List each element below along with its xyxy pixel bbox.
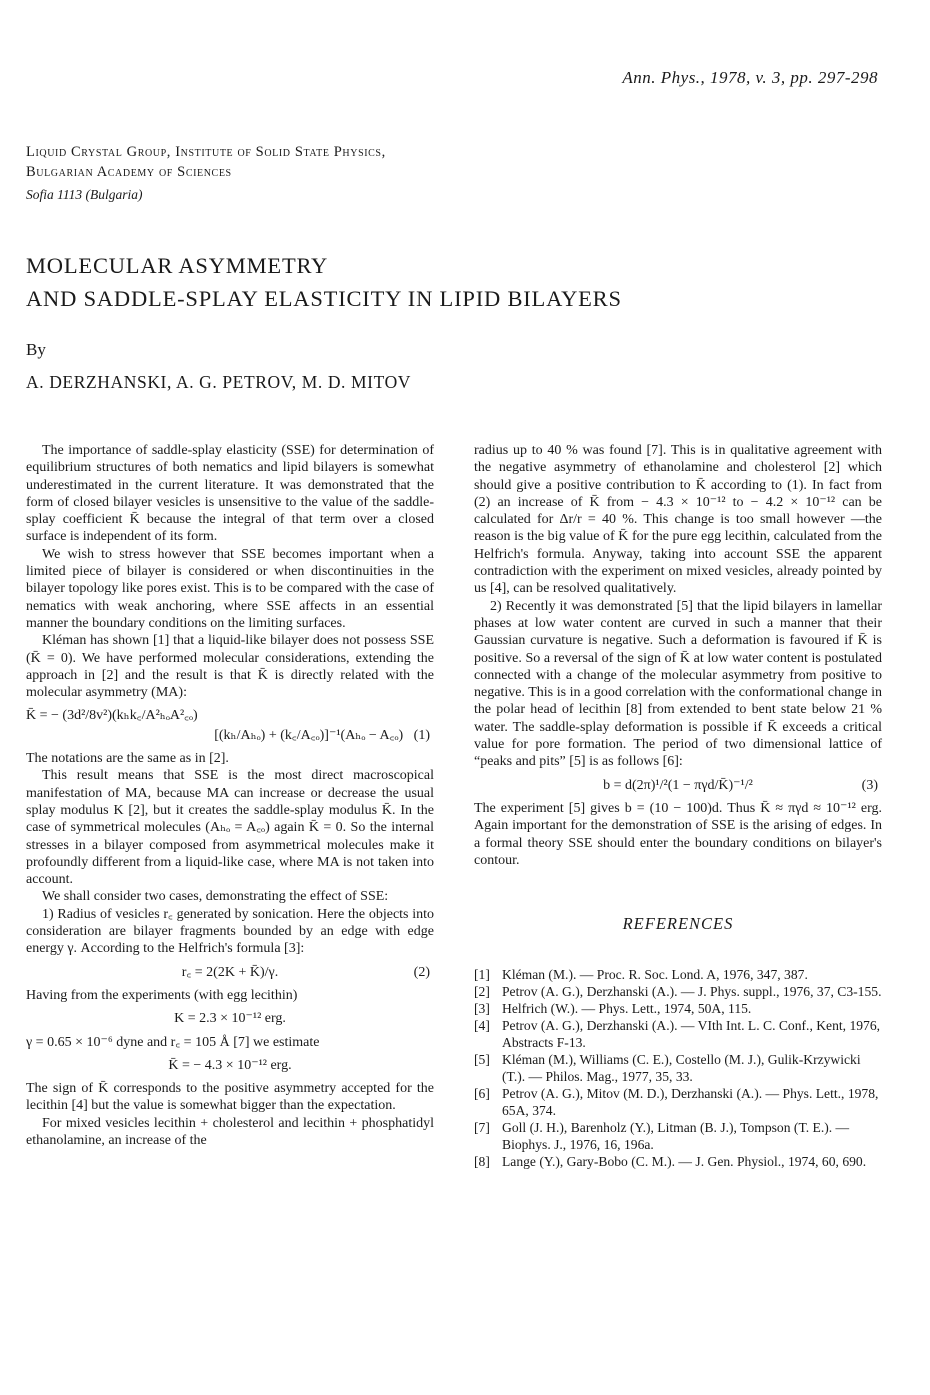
reference-text: Petrov (A. G.), Mitov (M. D.), Derzhanski (A.). — Phys. Lett., 1978, 65A, 374. xyxy=(502,1086,879,1119)
reference-number: [7] xyxy=(474,1120,490,1136)
journal-reference: Ann. Phys., 1978, v. 3, pp. 297-298 xyxy=(622,68,878,87)
reference-number: [6] xyxy=(474,1086,490,1102)
equation-1-line-2-text: [(kₕ/Aₕₒ) + (k꜀/A꜀ₒ)]⁻¹(Aₕₒ − A꜀ₒ) xyxy=(214,727,404,743)
paragraph: γ = 0.65 × 10⁻⁶ dyne and r꜀ = 105 Å [7] we estimate xyxy=(26,1034,320,1050)
paragraph: 1) Radius of vesicles r꜀ generated by sonication. Here the objects into consideration are bilayer fragments bounded by an edge with edge energy γ. According to the Helfrich's formula [3]: xyxy=(26,906,434,957)
reference-item xyxy=(474,983,882,1000)
by-label: By xyxy=(26,340,46,359)
paragraph: Having from the experiments (with egg lecithin) xyxy=(26,987,298,1003)
reference-item xyxy=(474,1017,882,1051)
paragraph: radius up to 40 % was found [7]. This is in qualitative agreement with the negative asymmetry of ethanolamine and cholesterol [2] which should give a positive contribution to K̄ according to (1). In fact from (2) an increase of K̄ from − 4.3 × 10⁻¹² to − 4.2 × 10⁻¹² can be calculated for Δr/r = 40 %. This change is too small however —the reason is the big value of K̄ for the pure egg lecithin, calculated from the Helfrich's formula. Anyway, taking into account SSE the apparent contradiction with the experiment on mixed vesicles, already pointed by us [4], can be resolved qualitatively. xyxy=(474,443,882,597)
paragraph: The experiment [5] gives b = (10 − 100)d. Thus K̄ ≈ πγd ≈ 10⁻¹² erg. Again important for the demonstration of SSE is the arising of edges. In a formal theory SSE should enter the boundary conditions on bilayer's contour. xyxy=(474,800,882,868)
affiliation-city: Sofia 1113 (Bulgaria) xyxy=(26,187,143,202)
reference-number: [5] xyxy=(474,1052,490,1068)
reference-number: [8] xyxy=(474,1154,490,1170)
reference-text: Petrov (A. G.), Derzhanski (A.). — VIth Int. L. C. Conf., Kent, 1976, Abstracts F-13. xyxy=(502,1018,881,1051)
affiliation-line-2: Bulgarian Academy of Sciences xyxy=(26,164,232,180)
reference-number: [1] xyxy=(474,967,490,983)
paper-title-line-1: MOLECULAR ASYMMETRY xyxy=(26,253,329,278)
paragraph: This result means that SSE is the most direct macroscopical manifestation of MA, because MA can increase or decrease the usual splay modulus K [2], but it creates the saddle-splay modulus K̄. In the case of symmetrical molecules (Aₕₒ = A꜀ₒ) again K̄ = 0. So the internal stresses in a bilayer composed from asymmetrical molecules make it profoundly different from a liquid-like case, where MA is not taken into account. xyxy=(26,768,434,888)
references-heading: REFERENCES xyxy=(622,914,734,934)
reference-text: Lange (Y.), Gary-Bobo (C. M.). — J. Gen. Physiol., 1974, 60, 690. xyxy=(502,1154,867,1170)
reference-number: [2] xyxy=(474,984,490,1000)
reference-item xyxy=(474,1000,882,1017)
paper-title-line-2: AND SADDLE-SPLAY ELASTICITY IN LIPID BILAYERS xyxy=(26,286,622,311)
paragraph: The importance of saddle-splay elasticity (SSE) for determination of equilibrium structures of both nematics and lipid bilayers is somewhat underestimated in the current literature. It was demonstrated that the form of closed bilayer vesicles is unsensitive to the value of the saddle-splay coefficient K̄ because the integral of that term over a closed surface is independent of its form. xyxy=(26,443,434,545)
paragraph: We shall consider two cases, demonstrating the effect of SSE: xyxy=(42,889,389,905)
paragraph: The sign of K̄ corresponds to the positive asymmetry accepted for the lecithin [4] but the value is somewhat bigger than the expectation. xyxy=(26,1081,434,1114)
reference-text: Kléman (M.). — Proc. R. Soc. Lond. A, 1976, 347, 387. xyxy=(502,967,808,983)
equation-1-line-1: K̄ = − (3d²/8v²)(kₕk꜀/A²ₕₒA²꜀ₒ) xyxy=(26,708,198,724)
paragraph: 2) Recently it was demonstrated [5] that the lipid bilayers in lamellar phases at low water content are curved in such a manner that their Gaussian curvature is negative. Such a deformation is favoured if K̄ is positive. So a reversal of the sign of K̄ at low water content is postulated connected with a change of the molecular asymmetry from positive to negative. This is in a good correlation with the conformational change in the polar head of lecithin [8] from extended to bent state below 21 % water. The saddle-splay deformation is possible if K̄ exceeds a critical value for pore formation. The period of two dimensional lattice of “peaks and pits” [5] is as follows [6]: xyxy=(474,598,882,770)
right-column xyxy=(474,442,882,1170)
reference-item xyxy=(474,1051,882,1085)
reference-item xyxy=(474,1119,882,1153)
equation-3-number: (3) xyxy=(861,777,878,793)
equation-2-number: (2) xyxy=(413,964,430,980)
equation-3 xyxy=(474,777,882,794)
reference-number: [3] xyxy=(474,1001,490,1017)
reference-item xyxy=(474,1153,882,1170)
equation-2 xyxy=(26,964,434,981)
reference-item xyxy=(474,966,882,983)
equation-1-number: (1) xyxy=(413,727,430,743)
equation-kbar-value: K̄ = − 4.3 × 10⁻¹² erg. xyxy=(168,1057,292,1073)
reference-text: Goll (J. H.), Barenholz (Y.), Litman (B. J.), Tompson (T. E.). — Biophys. J., 1976, 16, 196a. xyxy=(502,1120,850,1153)
equation-3-text: b = d(2π)¹/²(1 − πγd/K̄)⁻¹/² xyxy=(603,777,753,793)
reference-item xyxy=(474,1085,882,1119)
paragraph: We wish to stress however that SSE becomes important when a limited piece of bilayer is considered or when discontinuities in the bilayer topology like pores exist. This is to be compared with the case of nematics with weak anchoring, where SSE affects in an essential manner the boundary conditions on the limiting surfaces. xyxy=(26,546,434,631)
paragraph: For mixed vesicles lecithin + cholesterol and lecithin + phosphatidyl ethanolamine, an increase of the xyxy=(26,1115,434,1148)
reference-text: Helfrich (W.). — Phys. Lett., 1974, 50A, 115. xyxy=(502,1001,752,1017)
equation-1-line-2 xyxy=(26,727,434,744)
reference-text: Kléman (M.), Williams (C. E.), Costello (M. J.), Gulik-Krzywicki (T.). — Philos. Mag., 1977, 35, 33. xyxy=(502,1052,861,1085)
reference-number: [4] xyxy=(474,1018,490,1034)
paragraph: Kléman has shown [1] that a liquid-like bilayer does not possess SSE (K̄ = 0). We have performed molecular considerations, extending the approach in [2] and the result is that K̄ is directly related with the molecular asymmetry (MA): xyxy=(26,633,434,701)
authors: A. DERZHANSKI, A. G. PETROV, M. D. MITOV xyxy=(26,372,412,392)
equation-k-value: K = 2.3 × 10⁻¹² erg. xyxy=(174,1011,286,1027)
references-list xyxy=(474,966,882,1170)
reference-text: Petrov (A. G.), Derzhanski (A.). — J. Phys. suppl., 1976, 37, C3-155. xyxy=(502,984,882,1000)
left-column xyxy=(26,442,434,1149)
affiliation-line-1: Liquid Crystal Group, Institute of Solid State Physics, xyxy=(26,144,386,160)
paragraph: The notations are the same as in [2]. xyxy=(26,751,229,767)
equation-2-text: r꜀ = 2(2K + K̄)/γ. xyxy=(181,964,279,980)
